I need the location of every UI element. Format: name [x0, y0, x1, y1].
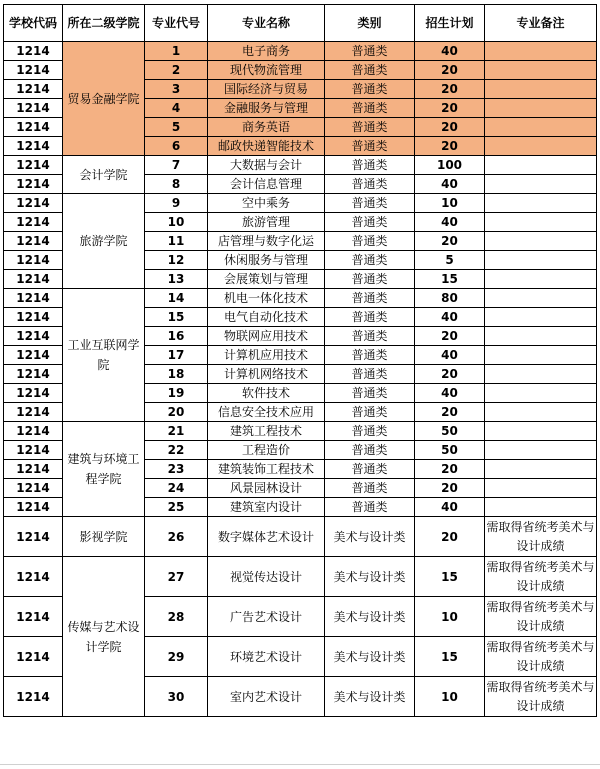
major-name-cell: 广告艺术设计: [208, 597, 325, 637]
major-name-cell: 视觉传达设计: [208, 557, 325, 597]
plan-cell: 20: [415, 517, 485, 557]
plan-cell: 20: [415, 99, 485, 118]
major-code-cell: 13: [145, 270, 208, 289]
plan-cell: 50: [415, 441, 485, 460]
plan-cell: 15: [415, 557, 485, 597]
college-cell: 传媒与艺术设计学院: [63, 557, 145, 717]
major-name-cell: 空中乘务: [208, 194, 325, 213]
category-cell: 普通类: [325, 460, 415, 479]
school-code-cell: 1214: [4, 460, 63, 479]
table-row: [4, 517, 597, 557]
sheet-gridline: [0, 764, 600, 769]
major-name-cell: 旅游管理: [208, 213, 325, 232]
remark-cell: [485, 498, 597, 517]
plan-cell: 20: [415, 118, 485, 137]
category-cell: 普通类: [325, 213, 415, 232]
major-name-cell: 商务英语: [208, 118, 325, 137]
header-remarks: 专业备注: [485, 5, 597, 42]
plan-cell: 20: [415, 137, 485, 156]
major-code-cell: 23: [145, 460, 208, 479]
category-cell: 普通类: [325, 175, 415, 194]
table-row: [4, 557, 597, 597]
remark-cell: [485, 251, 597, 270]
header-row: [4, 5, 597, 42]
category-cell: 普通类: [325, 156, 415, 175]
header-college: 所在二级学院: [63, 5, 145, 42]
plan-cell: 20: [415, 232, 485, 251]
category-cell: 美术与设计类: [325, 597, 415, 637]
header-school-code: 学校代码: [4, 5, 63, 42]
major-code-cell: 9: [145, 194, 208, 213]
college-cell: 贸易金融学院: [63, 42, 145, 156]
school-code-cell: 1214: [4, 308, 63, 327]
category-cell: 普通类: [325, 403, 415, 422]
category-cell: 普通类: [325, 327, 415, 346]
plan-cell: 5: [415, 251, 485, 270]
major-name-cell: 计算机应用技术: [208, 346, 325, 365]
major-name-cell: 建筑室内设计: [208, 498, 325, 517]
major-name-cell: 建筑工程技术: [208, 422, 325, 441]
major-name-cell: 机电一体化技术: [208, 289, 325, 308]
school-code-cell: 1214: [4, 251, 63, 270]
major-code-cell: 12: [145, 251, 208, 270]
major-code-cell: 29: [145, 637, 208, 677]
plan-cell: 20: [415, 479, 485, 498]
remark-cell: [485, 308, 597, 327]
plan-cell: 40: [415, 42, 485, 61]
school-code-cell: 1214: [4, 137, 63, 156]
remark-cell: [485, 327, 597, 346]
major-code-cell: 27: [145, 557, 208, 597]
plan-cell: 20: [415, 61, 485, 80]
major-code-cell: 28: [145, 597, 208, 637]
major-code-cell: 3: [145, 80, 208, 99]
remark-cell: [485, 213, 597, 232]
school-code-cell: 1214: [4, 175, 63, 194]
major-name-cell: 店管理与数字化运: [208, 232, 325, 251]
major-name-cell: 信息安全技术应用: [208, 403, 325, 422]
school-code-cell: 1214: [4, 557, 63, 597]
major-code-cell: 6: [145, 137, 208, 156]
major-name-cell: 工程造价: [208, 441, 325, 460]
major-name-cell: 会展策划与管理: [208, 270, 325, 289]
school-code-cell: 1214: [4, 422, 63, 441]
remark-cell: [485, 346, 597, 365]
plan-cell: 10: [415, 597, 485, 637]
remark-cell: 需取得省统考美术与设计成绩: [485, 597, 597, 637]
major-code-cell: 1: [145, 42, 208, 61]
major-name-cell: 数字媒体艺术设计: [208, 517, 325, 557]
major-code-cell: 18: [145, 365, 208, 384]
plan-cell: 20: [415, 460, 485, 479]
school-code-cell: 1214: [4, 441, 63, 460]
school-code-cell: 1214: [4, 597, 63, 637]
school-code-cell: 1214: [4, 637, 63, 677]
category-cell: 普通类: [325, 308, 415, 327]
header-major-code: 专业代号: [145, 5, 208, 42]
remark-cell: [485, 137, 597, 156]
major-code-cell: 19: [145, 384, 208, 403]
plan-cell: 40: [415, 498, 485, 517]
major-code-cell: 11: [145, 232, 208, 251]
remark-cell: [485, 99, 597, 118]
college-cell: 建筑与环境工程学院: [63, 422, 145, 517]
school-code-cell: 1214: [4, 479, 63, 498]
category-cell: 普通类: [325, 289, 415, 308]
category-cell: 普通类: [325, 137, 415, 156]
plan-cell: 15: [415, 270, 485, 289]
remark-cell: [485, 118, 597, 137]
school-code-cell: 1214: [4, 289, 63, 308]
category-cell: 普通类: [325, 498, 415, 517]
table-row: [4, 156, 597, 175]
major-name-cell: 计算机网络技术: [208, 365, 325, 384]
major-code-cell: 14: [145, 289, 208, 308]
remark-cell: [485, 80, 597, 99]
plan-cell: 20: [415, 403, 485, 422]
major-name-cell: 风景园林设计: [208, 479, 325, 498]
plan-cell: 40: [415, 175, 485, 194]
major-code-cell: 8: [145, 175, 208, 194]
school-code-cell: 1214: [4, 365, 63, 384]
plan-cell: 40: [415, 346, 485, 365]
category-cell: 普通类: [325, 99, 415, 118]
major-name-cell: 大数据与会计: [208, 156, 325, 175]
plan-cell: 15: [415, 637, 485, 677]
header-category: 类别: [325, 5, 415, 42]
major-name-cell: 建筑装饰工程技术: [208, 460, 325, 479]
category-cell: 普通类: [325, 80, 415, 99]
remark-cell: [485, 460, 597, 479]
category-cell: 普通类: [325, 251, 415, 270]
remark-cell: [485, 441, 597, 460]
category-cell: 普通类: [325, 61, 415, 80]
remark-cell: 需取得省统考美术与设计成绩: [485, 677, 597, 717]
header-major-name: 专业名称: [208, 5, 325, 42]
school-code-cell: 1214: [4, 213, 63, 232]
plan-cell: 20: [415, 365, 485, 384]
plan-cell: 40: [415, 308, 485, 327]
major-code-cell: 26: [145, 517, 208, 557]
remark-cell: 需取得省统考美术与设计成绩: [485, 637, 597, 677]
major-name-cell: 会计信息管理: [208, 175, 325, 194]
school-code-cell: 1214: [4, 194, 63, 213]
major-code-cell: 30: [145, 677, 208, 717]
category-cell: 普通类: [325, 365, 415, 384]
category-cell: 普通类: [325, 479, 415, 498]
remark-cell: 需取得省统考美术与设计成绩: [485, 517, 597, 557]
major-code-cell: 15: [145, 308, 208, 327]
school-code-cell: 1214: [4, 99, 63, 118]
table-row: [4, 422, 597, 441]
remark-cell: [485, 156, 597, 175]
category-cell: 普通类: [325, 194, 415, 213]
major-code-cell: 2: [145, 61, 208, 80]
major-name-cell: 电子商务: [208, 42, 325, 61]
school-code-cell: 1214: [4, 403, 63, 422]
remark-cell: [485, 270, 597, 289]
remark-cell: [485, 289, 597, 308]
school-code-cell: 1214: [4, 384, 63, 403]
table-row: [4, 289, 597, 308]
remark-cell: [485, 422, 597, 441]
category-cell: 普通类: [325, 422, 415, 441]
category-cell: 普通类: [325, 232, 415, 251]
college-cell: 旅游学院: [63, 194, 145, 289]
school-code-cell: 1214: [4, 327, 63, 346]
remark-cell: [485, 384, 597, 403]
major-code-cell: 17: [145, 346, 208, 365]
major-code-cell: 25: [145, 498, 208, 517]
college-cell: 影视学院: [63, 517, 145, 557]
remark-cell: [485, 232, 597, 251]
category-cell: 美术与设计类: [325, 637, 415, 677]
school-code-cell: 1214: [4, 80, 63, 99]
college-cell: 会计学院: [63, 156, 145, 194]
school-code-cell: 1214: [4, 61, 63, 80]
remark-cell: [485, 479, 597, 498]
table-row: [4, 42, 597, 61]
category-cell: 普通类: [325, 346, 415, 365]
major-name-cell: 物联网应用技术: [208, 327, 325, 346]
school-code-cell: 1214: [4, 498, 63, 517]
category-cell: 普通类: [325, 118, 415, 137]
major-code-cell: 21: [145, 422, 208, 441]
category-cell: 普通类: [325, 441, 415, 460]
school-code-cell: 1214: [4, 232, 63, 251]
category-cell: 普通类: [325, 42, 415, 61]
plan-cell: 20: [415, 80, 485, 99]
school-code-cell: 1214: [4, 346, 63, 365]
school-code-cell: 1214: [4, 677, 63, 717]
school-code-cell: 1214: [4, 42, 63, 61]
category-cell: 普通类: [325, 270, 415, 289]
school-code-cell: 1214: [4, 270, 63, 289]
major-name-cell: 邮政快递智能技术: [208, 137, 325, 156]
plan-cell: 80: [415, 289, 485, 308]
major-code-cell: 20: [145, 403, 208, 422]
category-cell: 美术与设计类: [325, 677, 415, 717]
table-row: [4, 194, 597, 213]
plan-cell: 40: [415, 213, 485, 232]
college-cell: 工业互联网学院: [63, 289, 145, 422]
remark-cell: 需取得省统考美术与设计成绩: [485, 557, 597, 597]
major-name-cell: 室内艺术设计: [208, 677, 325, 717]
major-name-cell: 软件技术: [208, 384, 325, 403]
plan-cell: 20: [415, 327, 485, 346]
remark-cell: [485, 42, 597, 61]
major-name-cell: 国际经济与贸易: [208, 80, 325, 99]
header-plan: 招生计划: [415, 5, 485, 42]
major-code-cell: 7: [145, 156, 208, 175]
major-name-cell: 休闲服务与管理: [208, 251, 325, 270]
plan-cell: 40: [415, 384, 485, 403]
major-name-cell: 电气自动化技术: [208, 308, 325, 327]
remark-cell: [485, 175, 597, 194]
plan-cell: 10: [415, 194, 485, 213]
remark-cell: [485, 194, 597, 213]
category-cell: 美术与设计类: [325, 557, 415, 597]
plan-cell: 50: [415, 422, 485, 441]
school-code-cell: 1214: [4, 156, 63, 175]
major-code-cell: 5: [145, 118, 208, 137]
plan-cell: 100: [415, 156, 485, 175]
category-cell: 普通类: [325, 384, 415, 403]
school-code-cell: 1214: [4, 118, 63, 137]
major-code-cell: 24: [145, 479, 208, 498]
plan-cell: 10: [415, 677, 485, 717]
major-name-cell: 环境艺术设计: [208, 637, 325, 677]
major-code-cell: 16: [145, 327, 208, 346]
major-code-cell: 10: [145, 213, 208, 232]
major-name-cell: 金融服务与管理: [208, 99, 325, 118]
major-code-cell: 22: [145, 441, 208, 460]
school-code-cell: 1214: [4, 517, 63, 557]
major-name-cell: 现代物流管理: [208, 61, 325, 80]
remark-cell: [485, 365, 597, 384]
major-code-cell: 4: [145, 99, 208, 118]
remark-cell: [485, 61, 597, 80]
admission-plan-table: [3, 4, 597, 717]
category-cell: 美术与设计类: [325, 517, 415, 557]
remark-cell: [485, 403, 597, 422]
